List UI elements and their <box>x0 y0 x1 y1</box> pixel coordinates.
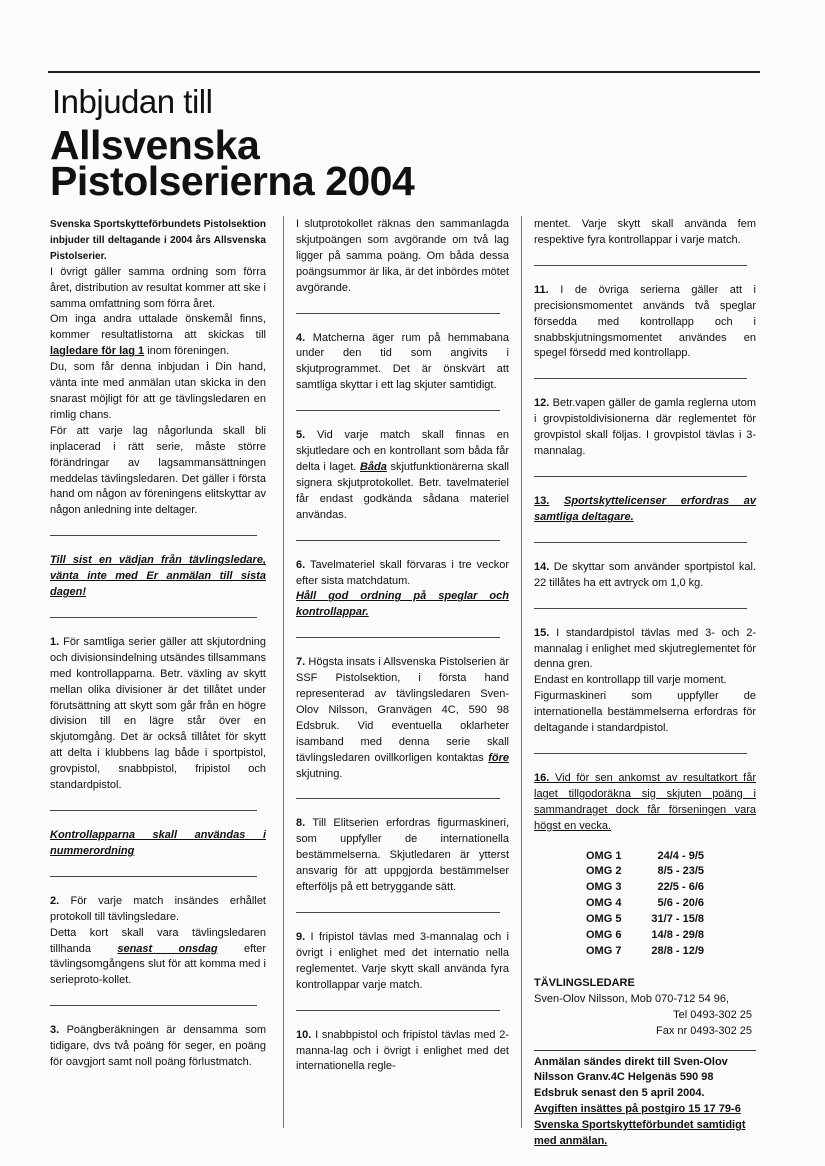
item-14: 14. De skyttar som använder sportpistol kal. 22 tillåtes ha ett avtryck om 1,0 kg. <box>534 560 756 589</box>
lagledare-link-text: lagledare för lag 1 <box>50 345 145 358</box>
registration-text: Anmälan sändes direkt till Sven-Olov Nilsson Granv.4C Helgenäs 590 98 Edsbruk senast den 5 april 2004. <box>534 1055 728 1100</box>
contact-block <box>534 976 756 1040</box>
leader-name: Sven-Olov Nilsson, Mob 070-712 54 96, <box>534 992 730 1005</box>
column-divider-1 <box>283 216 284 1128</box>
item-8: 8. Till Elitserien erfordras figurmaskineri, som uppfyller de internationella bestämmelserna. Skjutledaren är ytterst ansvarig för att uppgjorda bestämmelser efterföljs på ett betryggande sätt. <box>296 817 509 894</box>
separator <box>296 637 500 638</box>
separator <box>50 876 257 877</box>
schedule-row: OMG 3 22/5 - 6/6 <box>586 881 704 894</box>
item-4: 4. Matcherna äger rum på hemmabana under den tid som angivits i skjutprogrammet. Det är önskvärt att samtliga skyttar i ett lag skjuter samtidigt. <box>296 331 509 392</box>
item-10: 10. I snabbpistol och fripistol tävlas med 2-manna-lag och i övrigt i enlighet med det internationella regle- <box>296 1028 509 1073</box>
paragraph: mentet. Varje skytt skall använda fem respektive fyra kontrollappar i varje match. <box>534 218 756 246</box>
item-9: 9. I fripistol tävlas med 3-mannalag och i övrigt i enlighet med det internatio nella reglementet. Varje skytt skall använda fyra kontrollappar varje match. <box>296 931 509 991</box>
fee-text: Avgiften insättes på postgiro 15 17 79-6 Svenska Sportskytteförbundet samtidigt med anmälan. <box>534 1103 746 1148</box>
item-16: 16. Vid för sen ankomst av resultatkort får laget tillgodoräkna sig skjuten poäng i sammandraget dock får förseningen vara högst en vecka. <box>534 771 756 832</box>
top-rule <box>48 71 760 73</box>
item-2: 2. För varje match insändes erhållet protokoll till tävlingsledare. Detta kort skall vara tävlingsledaren tillhanda senast onsdag efter tävlingsomgångens slut för att komma med i serieproto-kollet. <box>50 894 266 987</box>
paragraph: I slutprotokollet räknas den sammanlagda skjutpoängen som avgörande om två lag ligger på samma poäng. Om båda dessa poängsummor är lika, är det inbördes mötet avgörande. <box>296 218 509 294</box>
separator <box>296 540 500 541</box>
separator <box>296 1010 500 1011</box>
separator <box>50 1005 257 1006</box>
separator <box>50 810 257 811</box>
schedule-row: OMG 1 24/4 - 9/5 <box>586 849 704 862</box>
item-6: 6. Tavelmateriel skall förvaras i tre veckor efter sista matchdatum. Håll god ordning på speglar och kontrollappar. <box>296 558 509 619</box>
intro-heading: Inbjudan till <box>52 83 213 120</box>
separator <box>296 798 500 799</box>
plea-text: Till sist en vädjan från tävlingsledare, vänta inte med Er anmälan till sista dagen! <box>50 554 266 599</box>
separator <box>534 476 747 477</box>
item-11: 11. I de övriga serierna gäller att i precisionsmomentet används två speglar försedda med kontrollapp och i snabbskjutningsmomentet användes en spegel försedd med kontrollapp. <box>534 283 756 360</box>
column-2 <box>296 217 509 1075</box>
schedule-row: OMG 7 28/8 - 12/9 <box>586 945 704 957</box>
main-title <box>50 122 415 204</box>
separator <box>50 617 257 618</box>
separator <box>534 265 747 266</box>
separator <box>534 542 747 543</box>
paragraph: I övrigt gäller samma ordning som förra året, distribution av resultat kommer att ske i samma omfattning som förra året. <box>50 265 266 310</box>
item-5: 5. Vid varje match skall finnas en skjutledare och en kontrollant som båda får delta i laget. Båda skjutfunktionärerna skall signera skjutprotokollet. Betr. tavelmateriel får endast godkända sådana materiel användas. <box>296 429 510 521</box>
item-15: 15. I standardpistol tävlas med 3- och 2-mannalag i enlighet med skjutreglementet för denna gren. Endast en kontrollapp till varje moment. Figurmaskineri som uppfyller de internationella bestämmelserna erfordras för deltagande i standardpistol. <box>534 626 757 735</box>
lead-text: Svenska Sportskytteförbundets Pistolsektion inbjuder till deltagande i 2004 års Allsvenska Pistolserier. <box>50 219 266 262</box>
leader-fax: Fax nr 0493-302 25 <box>655 1024 752 1037</box>
item-13: 13. Sportskyttelicenser erfordras av samtliga deltagare. <box>534 494 756 523</box>
registration-block <box>534 1050 756 1150</box>
separator <box>534 753 747 754</box>
separator <box>534 378 747 379</box>
separator <box>296 313 500 314</box>
paragraph: Du, som får denna inbjudan i Din hand, vänta inte med anmälan utan skicka in den snarast möjligt för att ge tävlingsledaren en rimlig chans. <box>50 361 266 421</box>
separator <box>296 410 500 411</box>
kontroll-heading: Kontrollapparna skall användas i nummerordning <box>50 829 266 857</box>
intro-block <box>50 217 266 519</box>
schedule-table <box>586 849 756 960</box>
column-3 <box>534 217 756 1150</box>
item-3: 3. Poängberäkningen är densamma som tidigare, dvs två poäng för seger, en poäng för oavgjort samt noll poäng förlustmatch. <box>50 1024 266 1069</box>
schedule-row: OMG 2 8/5 - 23/5 <box>586 865 704 878</box>
title-line-1: Allsvenska <box>50 122 260 168</box>
schedule-row: OMG 5 31/7 - 15/8 <box>586 913 704 926</box>
schedule-row: OMG 6 14/8 - 29/8 <box>586 929 704 942</box>
title-line-2: Pistolserierna 2004 <box>50 158 415 204</box>
paragraph: Om inga andra uttalade önskemål finns, kommer resultatlistorna att skickas till lagledare för lag 1 inom föreningen. <box>50 313 266 358</box>
leader-tel: Tel 0493-302 25 <box>673 1008 752 1021</box>
paragraph: För att varje lag någorlunda skall bli inplacerad i rätt serie, måste större förändringar av lagsammansättningen meddelas tävlingsledaren. Det gäller i första hand om någon av föreningens elitskyttar av någon anledning inte deltager. <box>50 424 266 517</box>
item-1: 1. För samtliga serier gäller att skjutordning och divisionsindelning utsändes tillsammans med kontrollapparna. Betr. växling av skytt mellan olika divisioner är det tillåtet under förutsättning att skytt som går från en högre division till en lägre står över en skjutomgång. Det är också tillåtet för skytt att delta i klubbens lag både i sportpistol, grovpistol, snabbpistol, fripistol och standardpistol. <box>50 635 266 792</box>
separator <box>50 535 257 536</box>
item-12: 12. Betr.vapen gäller de gamla reglerna utom i grovpistoldivisionerna där reglementet för grovpistol skall följas. I grovpistol tävlas i 3-mannalag. <box>534 397 756 458</box>
column-divider-2 <box>521 216 522 1128</box>
item-7: 7. Högsta insats i Allsvenska Pistolserien är SSF Pistolsektion, i första hand representerad av tävlingsledaren Sven-Olov Nilsson, Granvägen 4C, 590 98 Edsbruk. Vid eventuella oklarheter isamband med denna serie skall tävlingsledaren ovillkorligen kontaktas före skjutning. <box>296 656 509 780</box>
column-1 <box>50 217 266 1071</box>
leader-heading: TÄVLINGSLEDARE <box>534 976 635 989</box>
schedule-row: OMG 4 5/6 - 20/6 <box>586 897 704 910</box>
separator <box>296 912 500 913</box>
separator <box>534 608 747 609</box>
